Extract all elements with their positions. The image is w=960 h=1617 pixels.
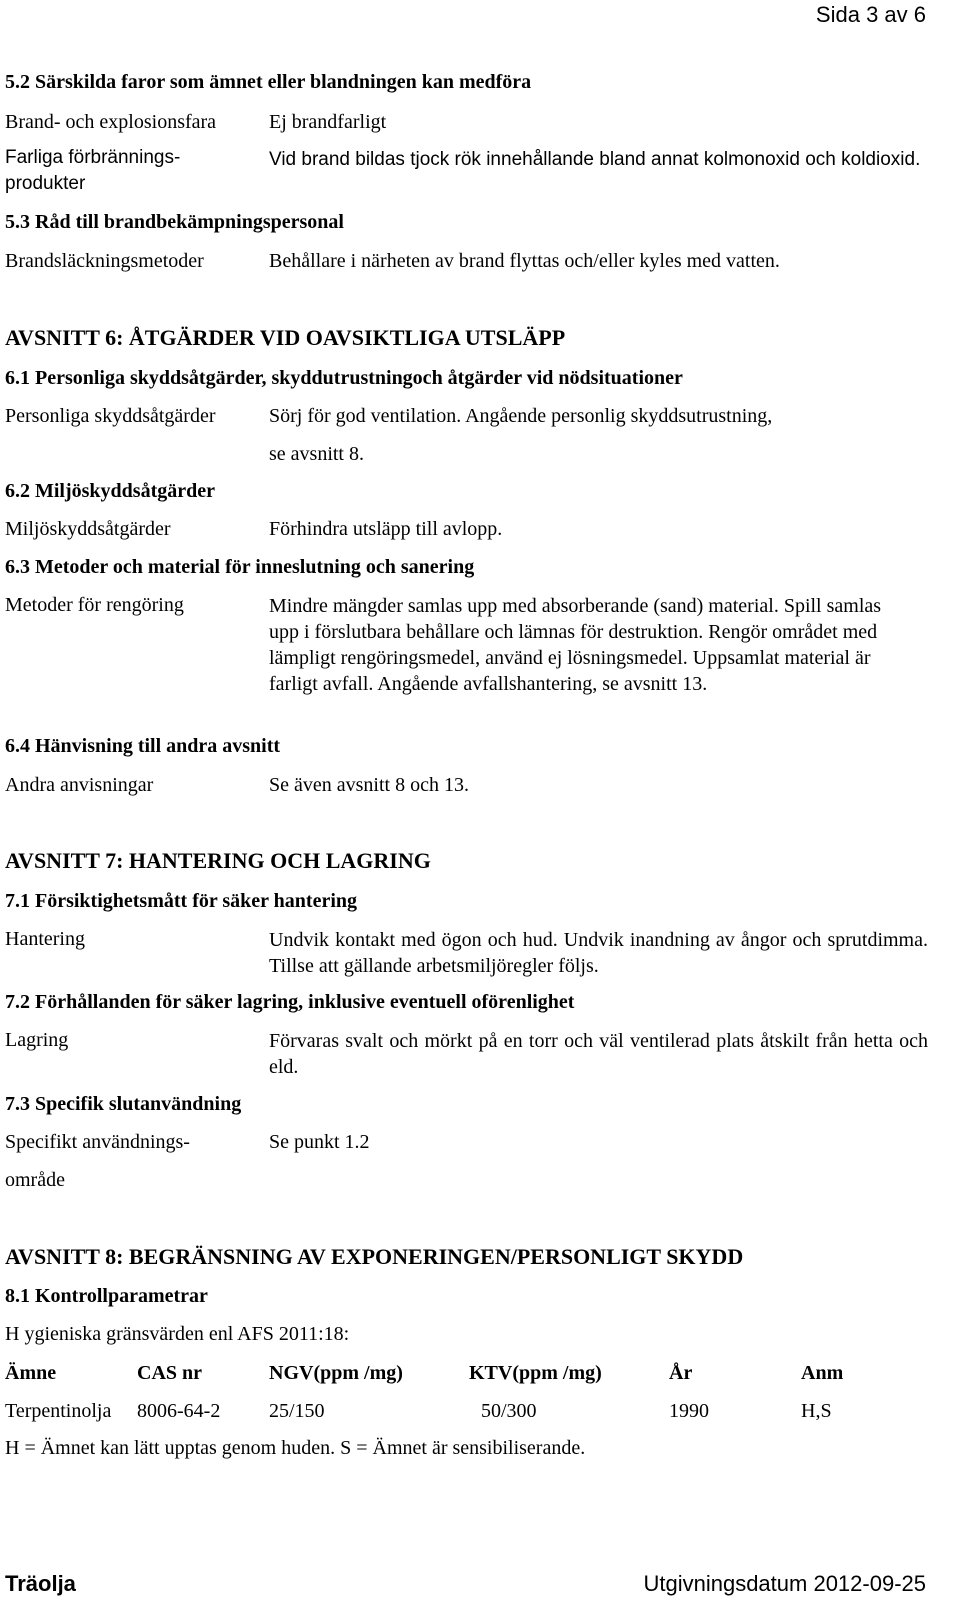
- personliga-value-2: se avsnitt 8.: [269, 443, 364, 465]
- section-6-4-heading: 6.4 Hänvisning till andra avsnitt: [5, 735, 281, 757]
- section-7-2-heading: 7.2 Förhållanden för säker lagring, inklusive eventuell oförenlighet: [5, 991, 575, 1013]
- hantering-label: Hantering: [5, 928, 85, 950]
- forbr-value: Vid brand bildas tjock rök innehållande bland annat kolmonoxid och koldioxid.: [269, 149, 921, 170]
- section-6-2-heading: 6.2 Miljöskyddsåtgärder: [5, 480, 215, 502]
- table-header-anm: Anm: [801, 1362, 844, 1384]
- page-number: Sida 3 av 6: [815, 2, 926, 27]
- section-7-1-heading: 7.1 Försiktighetsmått för säker hantering: [5, 890, 358, 912]
- forbr-label-1: Farliga förbrännings-: [5, 147, 181, 168]
- section-8-title: AVSNITT 8: BEGRÄNSNING AV EXPONERINGEN/PERSONLIGT SKYDD: [5, 1244, 744, 1269]
- table-header-ar: År: [669, 1362, 693, 1384]
- table-cell-amne: Terpentinolja: [5, 1400, 112, 1422]
- section-8-1-heading: 8.1 Kontrollparametrar: [5, 1285, 208, 1307]
- brandslackning-value: Behållare i närheten av brand flyttas och/eller kyles med vatten.: [269, 250, 780, 272]
- table-cell-ar: 1990: [669, 1400, 709, 1422]
- brand-value: Ej brandfarligt: [269, 111, 387, 133]
- andra-value: Se även avsnitt 8 och 13.: [269, 774, 469, 796]
- section-6-1-heading: 6.1 Personliga skyddsåtgärder, skyddutrustningoch åtgärder vid nödsituationer: [5, 367, 683, 389]
- personliga-label: Personliga skyddsåtgärder: [5, 405, 216, 427]
- table-header-ktv: KTV(ppm /mg): [469, 1362, 602, 1384]
- table-cell-cas: 8006-64-2: [137, 1400, 221, 1422]
- forbr-label-2: produkter: [5, 173, 86, 194]
- table-header-cas: CAS nr: [137, 1362, 203, 1384]
- table-cell-anm: H,S: [801, 1400, 832, 1422]
- section-6-3-heading: 6.3 Metoder och material för inneslutning och sanering: [5, 556, 475, 578]
- gransvarden-intro: H ygieniska gränsvärden enl AFS 2011:18:: [5, 1323, 350, 1345]
- table-note: H = Ämnet kan lätt upptas genom huden. S = Ämnet är sensibiliserande.: [5, 1437, 586, 1459]
- section-7-title: AVSNITT 7: HANTERING OCH LAGRING: [5, 848, 431, 873]
- miljo-label: Miljöskyddsåtgärder: [5, 518, 171, 540]
- anvandning-label-2: område: [5, 1169, 65, 1191]
- table-cell-ngv: 25/150: [269, 1400, 325, 1422]
- footer-product: Träolja: [5, 1571, 76, 1596]
- miljo-value: Förhindra utsläpp till avlopp.: [269, 518, 503, 540]
- section-7-3-heading: 7.3 Specifik slutanvändning: [5, 1093, 242, 1115]
- rengoring-value: Mindre mängder samlas upp med absorberande (sand) material. Spill samlas upp i förslutbara behållare och lämnas för destruktion. Rengör området med lämpligt rengöringsmedel, använd ej lösningsmedel. Uppsamlat material är farligt avfall. Angående avfallshantering, se avsnitt 13.: [269, 595, 882, 695]
- section-5-3-heading: 5.3 Råd till brandbekämpningspersonal: [5, 211, 344, 233]
- table-header-amne: Ämne: [5, 1362, 57, 1384]
- footer-date: Utgivningsdatum 2012-09-25: [643, 1571, 926, 1596]
- table-header-ngv: NGV(ppm /mg): [269, 1362, 403, 1384]
- lagring-label: Lagring: [5, 1029, 69, 1051]
- hantering-value: Undvik kontakt med ögon och hud. Undvik inandning av ångor och sprutdimma. Tillse att gällande arbetsmiljöregler följs.: [269, 929, 928, 977]
- brandslackning-label: Brandsläckningsmetoder: [5, 250, 204, 272]
- anvandning-label-1: Specifikt användnings-: [5, 1131, 190, 1153]
- section-6-title: AVSNITT 6: ÅTGÄRDER VID OAVSIKTLIGA UTSLÄPP: [5, 325, 566, 350]
- section-5-2-heading: 5.2 Särskilda faror som ämnet eller blandningen kan medföra: [5, 71, 532, 93]
- rengoring-label: Metoder för rengöring: [5, 594, 184, 616]
- andra-label: Andra anvisningar: [5, 774, 154, 796]
- anvandning-value: Se punkt 1.2: [269, 1131, 370, 1153]
- personliga-value-1: Sörj för god ventilation. Angående personlig skyddsutrustning,: [269, 405, 773, 427]
- lagring-value: Förvaras svalt och mörkt på en torr och väl ventilerad plats åtskilt från hetta och eld.: [269, 1030, 928, 1078]
- table-cell-ktv: 50/300: [481, 1400, 537, 1422]
- brand-label: Brand- och explosionsfara: [5, 111, 217, 133]
